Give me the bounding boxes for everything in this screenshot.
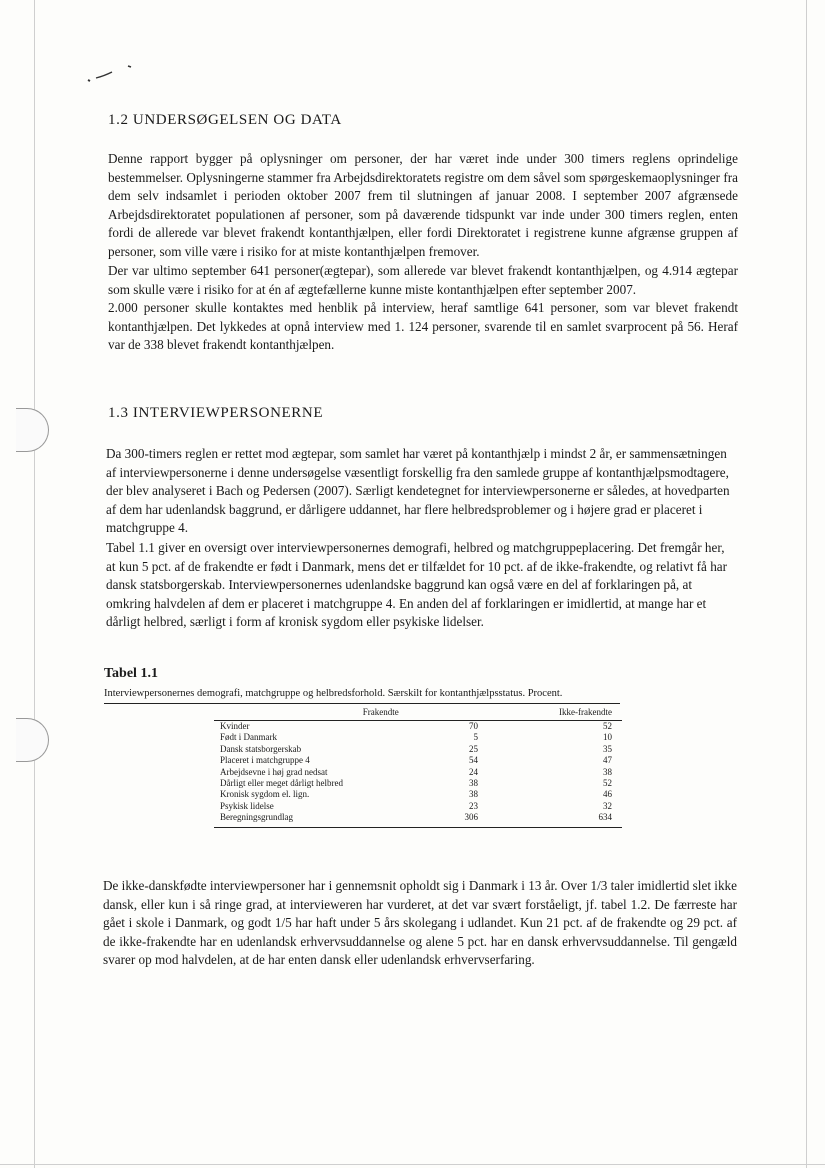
cell-ikke-frakendte: 35	[603, 743, 612, 754]
pen-marks	[82, 58, 142, 88]
cell-frakendte: 306	[464, 812, 478, 823]
section-heading-1-2: 1.2 UNDERSØGELSEN OG DATA	[108, 112, 342, 128]
table-row	[214, 732, 622, 743]
row-label: Arbejdsevne i høj grad nedsat	[220, 766, 328, 777]
paragraph-1-2-a: Denne rapport bygger på oplysninger om personer, der har været inde under 300 timers reglens oprindelige bestemmelser. Oplysningerne stammer fra Arbejdsdirektoratets registre om dem såvel som spørgeskemaoplysninger fra dem selv indsamlet i perioden oktober 2007 frem til slutningen af januar 2008. I september 2007 afgrænsede Arbejdsdirektoratet populationen af personer, som på daværende tidspunkt var inde under 300 timers reglen, enten fordi de allerede var blevet frakendt kontanthjælpen, eller fordi Direktoratet i registrene kunne afgrænse gruppen af personer, som ville være i risiko for at miste kontanthjælpen fremover.	[108, 151, 738, 259]
cell-ikke-frakendte: 46	[603, 789, 612, 800]
closing-paragraph: De ikke-danskfødte interviewpersoner har i gennemsnit opholdt sig i Danmark i 13 år. Over 1/3 taler imidlertid slet ikke dansk, eller kun i så ringe grad, at intervieweren har vurderet, at det var svært forståeligt, jf. tabel 1.2. De færreste har gået i skole i Danmark, og godt 1/5 har haft under 5 års skolegang i udlandet. Kun 21 pct. af de frakendte og 29 pct. af de ikke-frakendte har en udenlandsk erhvervsuddannelse og alene 5 pct. har en dansk erhvervsuddannelse. Til gengæld svarer op mod halvdelen, at de har enten dansk eller udenlandsk erhvervserfaring.	[103, 878, 737, 968]
cell-frakendte: 23	[469, 800, 478, 811]
table-row	[214, 744, 622, 755]
table-1-1	[214, 704, 622, 828]
table-row	[214, 778, 622, 789]
row-label: Født i Danmark	[220, 732, 277, 743]
table-row	[214, 721, 622, 732]
cell-ikke-frakendte: 634	[598, 812, 612, 823]
table-header-row	[214, 704, 622, 720]
paragraph-1-2-c: 2.000 personer skulle kontaktes med henblik på interview, heraf samtlige 641 personer, som var blevet frakendt kontanthjælpen. Det lykkedes at opnå interview med 1. 124 personer, svarende til en samlet svarprocent på 56. Heraf var de 338 blevet frakendt kontanthjælpen.	[108, 300, 738, 353]
paragraph-1-2-b: Der var ultimo september 641 personer(ægtepar), som allerede var blevet frakendt kontanthjælpen, og 4.914 ægtepar som skulle være i risiko for at én af ægtefællerne kunne miste kontanthjælpen efter september 2007.	[108, 263, 738, 297]
cell-ikke-frakendte: 52	[603, 721, 612, 731]
paragraph-1-3-b: Tabel 1.1 giver en oversigt over interviewpersonernes demografi, helbred og matchgruppeplacering. Det fremgår her, at kun 5 pct. af de frakendte er født i Danmark, mens det er tilfældet for 10 pct. af de ikke-frakendte, og relativt få har dansk statsborgerskab. Interviewpersonernes udenlandske baggrund kan også være en del af forklaringen på, at omkring halvdelen af dem er placeret i matchgruppe 4. En anden del af forklaringen er imidlertid, at mange har et dårligt helbred, særligt i form af kronisk sygdom eller psykiske lidelser.	[106, 540, 728, 630]
section-heading-1-3: 1.3 INTERVIEWPERSONERNE	[108, 405, 324, 421]
column-header-frakendte: Frakendte	[362, 707, 399, 717]
cell-frakendte: 54	[469, 755, 478, 766]
row-label: Dårligt eller meget dårligt helbred	[220, 778, 343, 789]
row-label: Dansk statsborgerskab	[220, 743, 302, 754]
right-edge-line	[806, 0, 807, 1168]
row-label: Placeret i matchgruppe 4	[220, 755, 310, 766]
table-row	[214, 789, 622, 800]
column-header-ikke-frakendte: Ikke-frakendte	[559, 707, 612, 717]
cell-frakendte: 5	[473, 732, 478, 743]
cell-frakendte: 24	[469, 766, 478, 777]
punch-hole-bottom	[16, 718, 49, 762]
cell-frakendte: 38	[469, 789, 478, 800]
bottom-edge-line	[0, 1164, 825, 1165]
row-label: Kronisk sygdom el. lign.	[220, 789, 310, 800]
table-caption: Interviewpersonernes demografi, matchgruppe og helbredsforhold. Særskilt for kontanthjælpsstatus. Procent.	[104, 688, 563, 699]
paragraph-1-3-a: Da 300-timers reglen er rettet mod ægtepar, som samlet har været på kontanthjælp i mindst 2 år, er sammensætningen af interviewpersonerne i denne undersøgelse væsentligt forskellig fra den samlede gruppe af kontanthjælpsmodtagere, der blev analyseret i Bach og Pedersen (2007). Særligt kendetegnet for interviewpersonerne er således, at hovedparten af dem har udenlandsk baggrund, er dårligere uddannet, har flere helbredsproblemer og i højere grad er placeret i matchgruppe 4.	[106, 446, 730, 536]
cell-frakendte: 70	[469, 721, 478, 731]
row-label: Beregningsgrundlag	[220, 812, 293, 823]
left-edge-line	[34, 0, 35, 1168]
punch-hole-top	[16, 408, 49, 452]
cell-frakendte: 25	[469, 743, 478, 754]
row-label-header	[214, 704, 233, 720]
table-row	[214, 801, 622, 812]
cell-frakendte: 38	[469, 778, 478, 789]
cell-ikke-frakendte: 47	[603, 755, 612, 766]
cell-ikke-frakendte: 38	[603, 766, 612, 777]
table-bottom-rule	[214, 827, 622, 828]
cell-ikke-frakendte: 32	[603, 800, 612, 811]
row-label: Psykisk lidelse	[220, 800, 274, 811]
table-title: Tabel 1.1	[104, 666, 158, 681]
table-row	[214, 767, 622, 778]
cell-ikke-frakendte: 52	[603, 778, 612, 789]
table-row	[214, 755, 622, 766]
cell-ikke-frakendte: 10	[603, 732, 612, 743]
row-label: Kvinder	[220, 721, 250, 731]
table-row	[214, 812, 622, 823]
